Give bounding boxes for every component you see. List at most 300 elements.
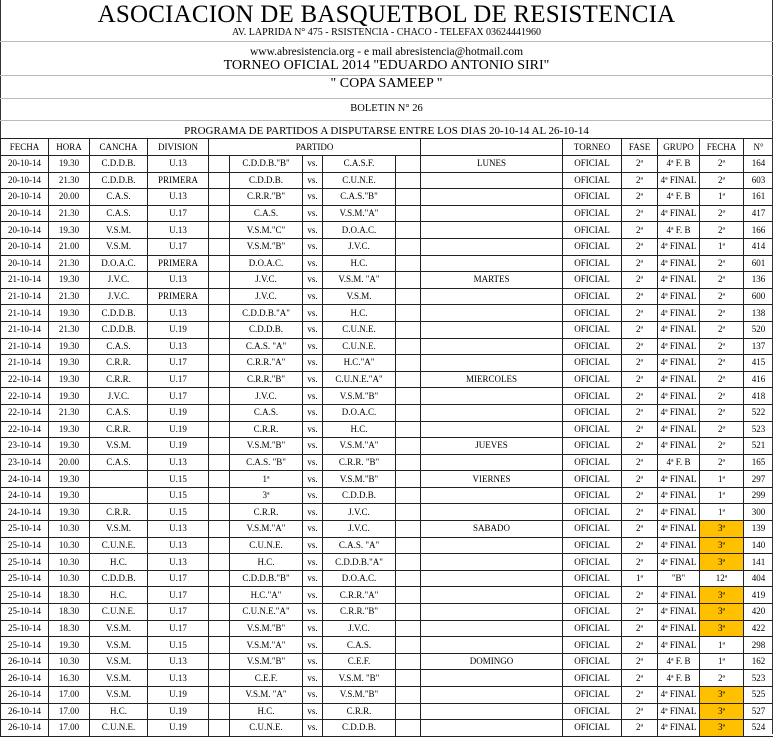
cell-division: U.15 xyxy=(148,504,209,521)
cell-fecha: 23-10-14 xyxy=(1,438,49,455)
cell-numero: 603 xyxy=(744,172,773,189)
cell-fecha: 21-10-14 xyxy=(1,338,49,355)
table-row xyxy=(1,521,773,538)
cell-vs: vs. xyxy=(303,421,323,438)
cell-day: MIERCOLES xyxy=(421,371,563,388)
cell-fecha-numero: 3ª xyxy=(700,604,744,621)
cell-spacer xyxy=(209,703,230,720)
table-row xyxy=(1,338,773,355)
cell-cancha: J.V.C. xyxy=(90,272,148,289)
cell-local-team: C.E.F. xyxy=(230,670,303,687)
cell-visitor-team: V.S.M."A" xyxy=(323,438,396,455)
cell-vs: vs. xyxy=(303,288,323,305)
cell-grupo: "B" xyxy=(658,570,700,587)
cell-fase: 2ª xyxy=(622,720,658,737)
cell-local-team: J.V.C. xyxy=(230,388,303,405)
cell-numero: 138 xyxy=(744,305,773,322)
cell-torneo: OFICIAL xyxy=(563,438,622,455)
cell-division: U.13 xyxy=(148,305,209,322)
cell-cancha: V.S.M. xyxy=(90,438,148,455)
cell-grupo: 4ª FINAL xyxy=(658,554,700,571)
cell-vs: vs. xyxy=(303,222,323,239)
cell-torneo: OFICIAL xyxy=(563,687,622,704)
cell-spacer xyxy=(396,504,421,521)
cell-spacer xyxy=(209,255,230,272)
cell-spacer xyxy=(209,620,230,637)
col-division: DIVISION xyxy=(148,139,209,156)
cell-fecha-numero: 2ª xyxy=(700,670,744,687)
cell-spacer xyxy=(209,305,230,322)
cell-cancha: H.C. xyxy=(90,703,148,720)
cell-torneo: OFICIAL xyxy=(563,537,622,554)
cell-fase: 2ª xyxy=(622,189,658,206)
cell-fecha: 23-10-14 xyxy=(1,454,49,471)
cell-fecha: 20-10-14 xyxy=(1,189,49,206)
cell-division: U.17 xyxy=(148,238,209,255)
cell-visitor-team: V.S.M."B" xyxy=(323,388,396,405)
table-row xyxy=(1,604,773,621)
cell-fecha: 22-10-14 xyxy=(1,421,49,438)
cell-day xyxy=(421,338,563,355)
cell-fecha-numero: 1ª xyxy=(700,471,744,488)
cell-visitor-team: C.R.R. xyxy=(323,703,396,720)
cell-visitor-team: C.A.S. xyxy=(323,637,396,654)
cell-numero: 523 xyxy=(744,421,773,438)
association-address: AV. LAPRIDA N° 475 - RSISTENCIA - CHACO - TELEFAX 03624441960 xyxy=(0,27,773,39)
cell-spacer xyxy=(209,156,230,173)
cell-vs: vs. xyxy=(303,587,323,604)
cell-cancha: C.R.R. xyxy=(90,355,148,372)
cell-visitor-team: H.C. xyxy=(323,255,396,272)
cell-division: PRIMERA xyxy=(148,255,209,272)
cell-vs: vs. xyxy=(303,504,323,521)
cell-grupo: 4ª FINAL xyxy=(658,272,700,289)
cell-fase: 2ª xyxy=(622,537,658,554)
cell-numero: 299 xyxy=(744,487,773,504)
cell-hora: 21.30 xyxy=(49,404,90,421)
cell-day xyxy=(421,388,563,405)
cell-local-team: C.D.D.B. xyxy=(230,172,303,189)
cell-hora: 19.30 xyxy=(49,156,90,173)
table-header-row xyxy=(1,139,773,156)
cell-day: JUEVES xyxy=(421,438,563,455)
cell-cancha: C.U.N.E. xyxy=(90,537,148,554)
cell-torneo: OFICIAL xyxy=(563,454,622,471)
cell-cancha: C.D.D.B. xyxy=(90,305,148,322)
cell-hora: 19.30 xyxy=(49,388,90,405)
cell-day xyxy=(421,670,563,687)
cell-spacer xyxy=(396,471,421,488)
cell-grupo: 4ª F. B xyxy=(658,189,700,206)
cell-fecha-numero: 12ª xyxy=(700,570,744,587)
cell-fecha-numero: 1ª xyxy=(700,189,744,206)
cell-day xyxy=(421,238,563,255)
cell-spacer xyxy=(209,438,230,455)
cell-fecha-numero: 3ª xyxy=(700,703,744,720)
cell-fecha: 24-10-14 xyxy=(1,471,49,488)
cell-spacer xyxy=(209,371,230,388)
cell-fecha-numero: 1ª xyxy=(700,504,744,521)
cell-fecha: 26-10-14 xyxy=(1,670,49,687)
cell-spacer xyxy=(396,238,421,255)
cell-numero: 298 xyxy=(744,637,773,654)
cell-vs: vs. xyxy=(303,255,323,272)
cell-spacer xyxy=(396,172,421,189)
cell-numero: 422 xyxy=(744,620,773,637)
cell-division: PRIMERA xyxy=(148,288,209,305)
cell-fecha-numero: 1ª xyxy=(700,487,744,504)
cell-torneo: OFICIAL xyxy=(563,371,622,388)
cell-cancha: J.V.C. xyxy=(90,288,148,305)
cell-vs: vs. xyxy=(303,338,323,355)
col-dia xyxy=(421,139,563,156)
cell-grupo: 4ª FINAL xyxy=(658,238,700,255)
cell-fecha: 24-10-14 xyxy=(1,487,49,504)
cell-spacer xyxy=(209,537,230,554)
cell-division: U.13 xyxy=(148,670,209,687)
cell-spacer xyxy=(209,205,230,222)
cell-day: MARTES xyxy=(421,272,563,289)
cell-day xyxy=(421,687,563,704)
cell-fase: 2ª xyxy=(622,670,658,687)
cell-spacer xyxy=(396,620,421,637)
cell-spacer xyxy=(209,172,230,189)
cell-fecha: 20-10-14 xyxy=(1,156,49,173)
cell-torneo: OFICIAL xyxy=(563,653,622,670)
cell-visitor-team: C.R.R. "B" xyxy=(323,454,396,471)
cell-vs: vs. xyxy=(303,238,323,255)
cell-hora: 21.30 xyxy=(49,172,90,189)
cell-day xyxy=(421,587,563,604)
cell-local-team: V.S.M."B" xyxy=(230,620,303,637)
cell-spacer xyxy=(396,272,421,289)
cell-local-team: H.C."A" xyxy=(230,587,303,604)
cell-local-team: J.V.C. xyxy=(230,288,303,305)
cell-fecha-numero: 2ª xyxy=(700,305,744,322)
cell-numero: 164 xyxy=(744,156,773,173)
cell-torneo: OFICIAL xyxy=(563,288,622,305)
cell-day xyxy=(421,620,563,637)
cell-local-team: C.A.S. "A" xyxy=(230,338,303,355)
cell-hora: 19.30 xyxy=(49,305,90,322)
cell-fecha: 25-10-14 xyxy=(1,604,49,621)
cell-fecha: 22-10-14 xyxy=(1,404,49,421)
cell-local-team: V.S.M."A" xyxy=(230,521,303,538)
cell-vs: vs. xyxy=(303,570,323,587)
cell-numero: 414 xyxy=(744,238,773,255)
cell-cancha: C.D.D.B. xyxy=(90,321,148,338)
col-torneo: TORNEO xyxy=(563,139,622,156)
cell-fecha-numero: 3ª xyxy=(700,537,744,554)
cell-fecha-numero: 2ª xyxy=(700,288,744,305)
cell-day xyxy=(421,504,563,521)
cell-fecha-numero: 2ª xyxy=(700,421,744,438)
cell-division: U.15 xyxy=(148,637,209,654)
cell-division: U.13 xyxy=(148,537,209,554)
cell-torneo: OFICIAL xyxy=(563,205,622,222)
cell-grupo: 4ª F. B xyxy=(658,454,700,471)
table-body xyxy=(1,156,773,737)
cell-fase: 2ª xyxy=(622,238,658,255)
cell-visitor-team: H.C. xyxy=(323,305,396,322)
cell-vs: vs. xyxy=(303,438,323,455)
cell-numero: 419 xyxy=(744,587,773,604)
cell-fecha: 25-10-14 xyxy=(1,537,49,554)
cell-local-team: C.D.D.B."B" xyxy=(230,570,303,587)
cell-day xyxy=(421,172,563,189)
cell-numero: 137 xyxy=(744,338,773,355)
cell-numero: 161 xyxy=(744,189,773,206)
cell-vs: vs. xyxy=(303,720,323,737)
cell-cancha: C.A.S. xyxy=(90,454,148,471)
col-hora: HORA xyxy=(49,139,90,156)
cell-fecha: 20-10-14 xyxy=(1,255,49,272)
cell-torneo: OFICIAL xyxy=(563,321,622,338)
cell-fase: 2ª xyxy=(622,487,658,504)
cell-division: U.17 xyxy=(148,570,209,587)
table-row xyxy=(1,172,773,189)
table-row xyxy=(1,156,773,173)
cell-spacer xyxy=(396,421,421,438)
table-row xyxy=(1,587,773,604)
cell-fase: 2ª xyxy=(622,587,658,604)
cell-spacer xyxy=(396,487,421,504)
cell-local-team: V.S.M."B" xyxy=(230,238,303,255)
cell-hora: 21.00 xyxy=(49,238,90,255)
cell-torneo: OFICIAL xyxy=(563,620,622,637)
cell-vs: vs. xyxy=(303,703,323,720)
cell-spacer xyxy=(396,338,421,355)
cell-cancha: V.S.M. xyxy=(90,653,148,670)
cell-fecha: 20-10-14 xyxy=(1,205,49,222)
cell-hora: 19.30 xyxy=(49,355,90,372)
table-row xyxy=(1,222,773,239)
table-row xyxy=(1,272,773,289)
cell-torneo: OFICIAL xyxy=(563,338,622,355)
cell-fecha: 26-10-14 xyxy=(1,703,49,720)
cell-torneo: OFICIAL xyxy=(563,487,622,504)
cell-torneo: OFICIAL xyxy=(563,521,622,538)
cell-cancha xyxy=(90,487,148,504)
cell-spacer xyxy=(396,222,421,239)
cell-local-team: C.R.R."B" xyxy=(230,371,303,388)
cell-torneo: OFICIAL xyxy=(563,272,622,289)
cell-division: U.13 xyxy=(148,653,209,670)
cell-numero: 141 xyxy=(744,554,773,571)
bulletin-number: BOLETIN N° 26 xyxy=(0,102,773,116)
cell-fase: 2ª xyxy=(622,554,658,571)
cell-spacer xyxy=(396,604,421,621)
cell-numero: 601 xyxy=(744,255,773,272)
cell-local-team: C.R.R. xyxy=(230,421,303,438)
cell-fase: 2ª xyxy=(622,454,658,471)
cell-fecha: 26-10-14 xyxy=(1,653,49,670)
table-row xyxy=(1,388,773,405)
col-grupo: GRUPO xyxy=(658,139,700,156)
cell-fase: 2ª xyxy=(622,222,658,239)
cell-grupo: 4ª FINAL xyxy=(658,620,700,637)
cell-spacer xyxy=(396,305,421,322)
cell-grupo: 4ª FINAL xyxy=(658,438,700,455)
cell-visitor-team: C.D.D.B. xyxy=(323,720,396,737)
cell-spacer xyxy=(209,454,230,471)
cell-visitor-team: V.S.M."A" xyxy=(323,205,396,222)
cell-grupo: 4ª FINAL xyxy=(658,321,700,338)
cell-cancha: C.D.D.B. xyxy=(90,156,148,173)
cell-hora: 19.30 xyxy=(49,637,90,654)
cell-grupo: 4ª FINAL xyxy=(658,720,700,737)
cell-spacer xyxy=(209,670,230,687)
cell-torneo: OFICIAL xyxy=(563,504,622,521)
cell-cancha: C.A.S. xyxy=(90,338,148,355)
cell-numero: 404 xyxy=(744,570,773,587)
cell-grupo: 4ª FINAL xyxy=(658,604,700,621)
association-title: ASOCIACION DE BASQUETBOL DE RESISTENCIA xyxy=(0,1,773,29)
cell-fase: 2ª xyxy=(622,637,658,654)
cell-spacer xyxy=(209,272,230,289)
cell-spacer xyxy=(209,238,230,255)
cell-visitor-team: C.R.R."B" xyxy=(323,604,396,621)
cell-visitor-team: V.S.M. "B" xyxy=(323,670,396,687)
cell-local-team: J.V.C. xyxy=(230,272,303,289)
cell-local-team: 3ª xyxy=(230,487,303,504)
cell-cancha: C.U.N.E. xyxy=(90,720,148,737)
cell-local-team: C.A.S. xyxy=(230,205,303,222)
cell-fecha-numero: 2ª xyxy=(700,371,744,388)
cell-torneo: OFICIAL xyxy=(563,604,622,621)
cell-visitor-team: C.R.R."A" xyxy=(323,587,396,604)
cell-fecha-numero: 1ª xyxy=(700,637,744,654)
cell-visitor-team: D.O.A.C. xyxy=(323,222,396,239)
cell-cancha: C.A.S. xyxy=(90,189,148,206)
table-row xyxy=(1,355,773,372)
cell-vs: vs. xyxy=(303,371,323,388)
cell-numero: 420 xyxy=(744,604,773,621)
cell-grupo: 4ª FINAL xyxy=(658,537,700,554)
cell-vs: vs. xyxy=(303,388,323,405)
cell-vs: vs. xyxy=(303,604,323,621)
table-row xyxy=(1,687,773,704)
table-row xyxy=(1,504,773,521)
cell-hora: 17.00 xyxy=(49,703,90,720)
cell-hora: 10.30 xyxy=(49,653,90,670)
cell-local-team: C.A.S. xyxy=(230,404,303,421)
cell-numero: 416 xyxy=(744,371,773,388)
cell-numero: 297 xyxy=(744,471,773,488)
cell-torneo: OFICIAL xyxy=(563,305,622,322)
cell-local-team: 1ª xyxy=(230,471,303,488)
cell-spacer xyxy=(396,454,421,471)
cell-day xyxy=(421,421,563,438)
cell-fase: 2ª xyxy=(622,338,658,355)
contact-web-email: www.abresistencia.org - e mail abresistencia@hotmail.com xyxy=(0,45,773,59)
cell-hora: 16.30 xyxy=(49,670,90,687)
cell-local-team: V.S.M."B" xyxy=(230,438,303,455)
cell-vs: vs. xyxy=(303,637,323,654)
cell-vs: vs. xyxy=(303,521,323,538)
cell-division: U.13 xyxy=(148,554,209,571)
cell-torneo: OFICIAL xyxy=(563,156,622,173)
cell-fase: 2ª xyxy=(622,288,658,305)
cell-division: U.17 xyxy=(148,388,209,405)
cell-division: U.19 xyxy=(148,438,209,455)
cell-fecha-numero: 3ª xyxy=(700,554,744,571)
table-row xyxy=(1,305,773,322)
cell-cancha: C.A.S. xyxy=(90,205,148,222)
table-row xyxy=(1,637,773,654)
cell-numero: 417 xyxy=(744,205,773,222)
cell-torneo: OFICIAL xyxy=(563,189,622,206)
cell-visitor-team: V.S.M. xyxy=(323,288,396,305)
cell-grupo: 4ª F. B xyxy=(658,222,700,239)
cell-vs: vs. xyxy=(303,487,323,504)
cell-numero: 166 xyxy=(744,222,773,239)
cell-grupo: 4ª F. B xyxy=(658,670,700,687)
cell-division: U.13 xyxy=(148,521,209,538)
cell-division: U.19 xyxy=(148,720,209,737)
cell-visitor-team: J.V.C. xyxy=(323,620,396,637)
cell-hora: 20.00 xyxy=(49,189,90,206)
cell-visitor-team: C.U.N.E. xyxy=(323,338,396,355)
cell-vs: vs. xyxy=(303,272,323,289)
cell-spacer xyxy=(209,487,230,504)
cell-spacer xyxy=(396,189,421,206)
table-row xyxy=(1,670,773,687)
cell-spacer xyxy=(396,321,421,338)
cell-grupo: 4ª FINAL xyxy=(658,703,700,720)
cell-spacer xyxy=(209,521,230,538)
cell-grupo: 4ª FINAL xyxy=(658,637,700,654)
table-row xyxy=(1,189,773,206)
table-row xyxy=(1,371,773,388)
cell-grupo: 4ª FINAL xyxy=(658,338,700,355)
col-fase: FASE xyxy=(622,139,658,156)
cell-fase: 2ª xyxy=(622,321,658,338)
cell-cancha: C.R.R. xyxy=(90,421,148,438)
table-row xyxy=(1,238,773,255)
cell-torneo: OFICIAL xyxy=(563,703,622,720)
cell-day xyxy=(421,205,563,222)
cell-spacer xyxy=(396,537,421,554)
cell-hora: 17.00 xyxy=(49,687,90,704)
cell-fecha-numero: 1ª xyxy=(700,238,744,255)
cell-visitor-team: C.E.F. xyxy=(323,653,396,670)
cell-hora: 19.30 xyxy=(49,371,90,388)
table-row xyxy=(1,620,773,637)
cell-torneo: OFICIAL xyxy=(563,355,622,372)
cell-spacer xyxy=(396,703,421,720)
cell-spacer xyxy=(209,587,230,604)
cell-cancha: J.V.C. xyxy=(90,388,148,405)
cell-fecha: 26-10-14 xyxy=(1,720,49,737)
cell-fecha-numero: 3ª xyxy=(700,620,744,637)
cell-vs: vs. xyxy=(303,172,323,189)
cell-local-team: V.S.M. "A" xyxy=(230,687,303,704)
cell-day xyxy=(421,305,563,322)
cell-cancha: C.R.R. xyxy=(90,371,148,388)
match-schedule-table xyxy=(0,138,773,737)
cell-cancha: C.A.S. xyxy=(90,404,148,421)
cell-vs: vs. xyxy=(303,670,323,687)
cell-local-team: C.U.N.E. xyxy=(230,537,303,554)
cell-fecha: 20-10-14 xyxy=(1,172,49,189)
cell-numero: 162 xyxy=(744,653,773,670)
cell-fecha: 21-10-14 xyxy=(1,288,49,305)
cell-spacer xyxy=(396,288,421,305)
cell-grupo: 4ª FINAL xyxy=(658,504,700,521)
cell-grupo: 4ª FINAL xyxy=(658,388,700,405)
table-row xyxy=(1,454,773,471)
